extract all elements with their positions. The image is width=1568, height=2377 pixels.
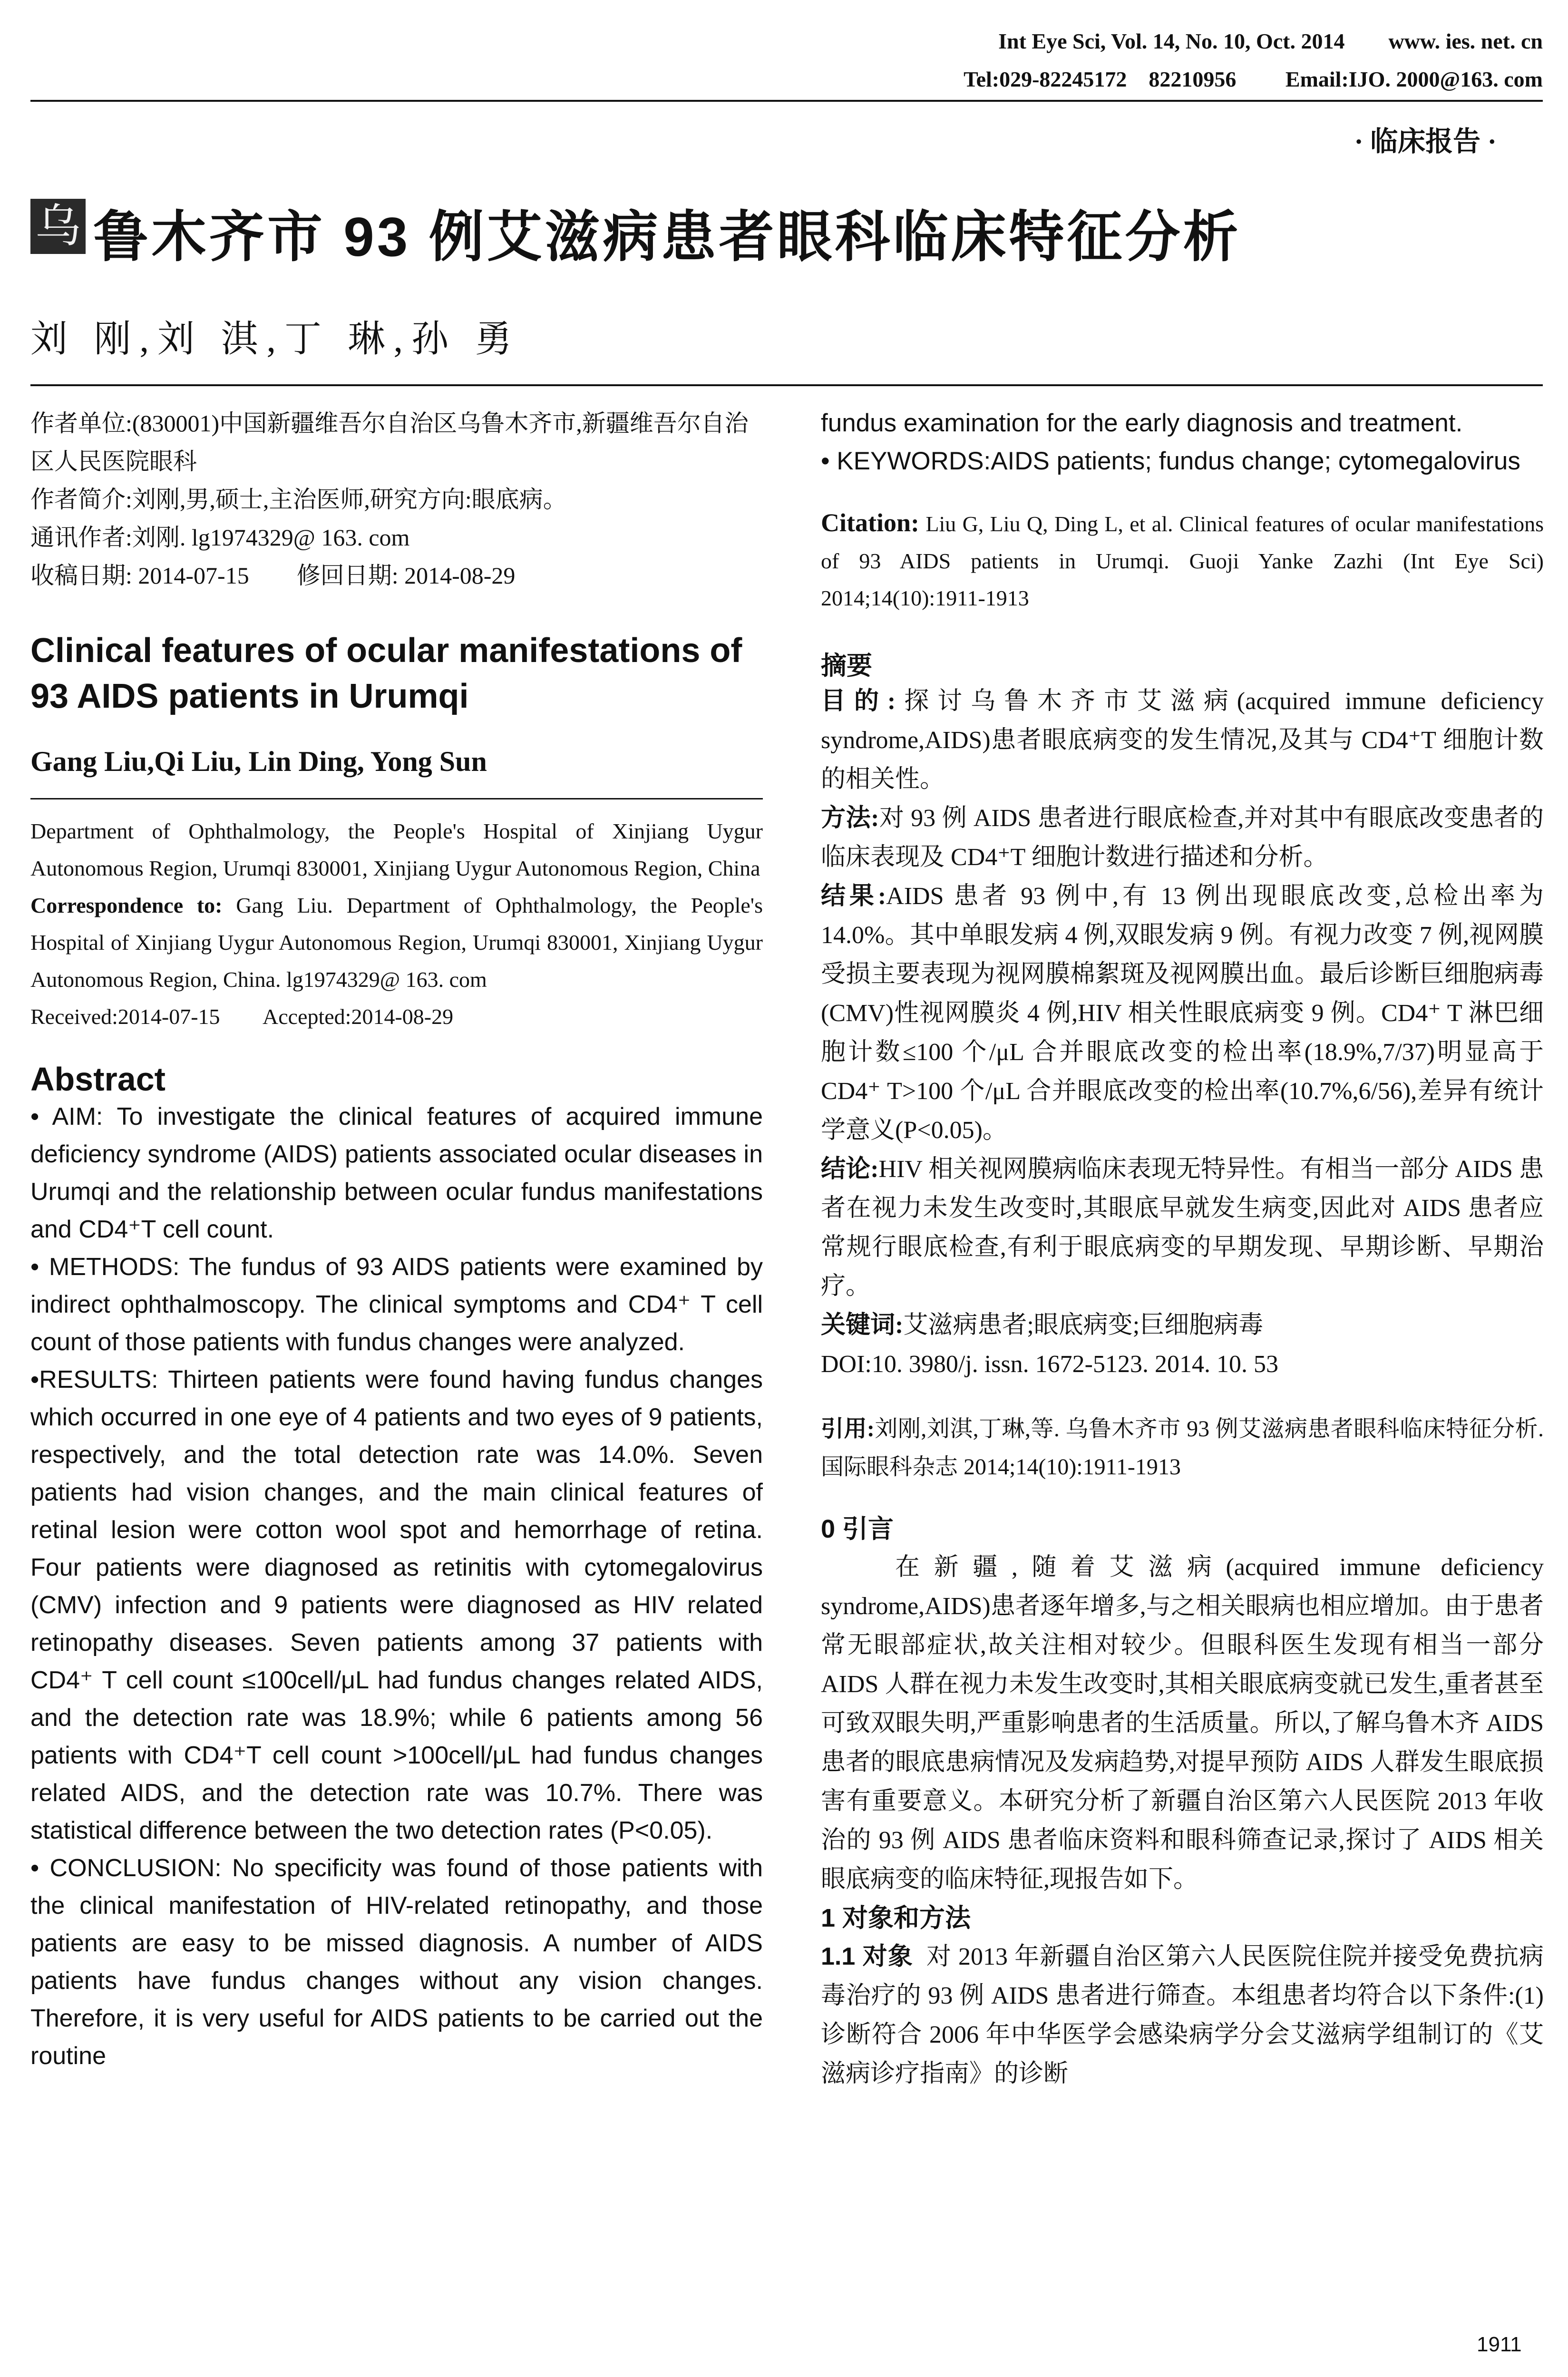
keywords-en: • KEYWORDS:AIDS patients; fundus change; cytomegalovirus <box>821 447 1520 475</box>
cn-results-text: AIDS 患者 93 例中,有 13 例出现眼底改变,总检出率为 14.0%。其中单眼发病 4 例,双眼发病 9 例。有视力改变 7 例,视网膜受损主要表现为视网膜棉絮斑及视网膜出血。最后诊断巨细胞病毒(CMV)性视网膜炎 4 例,HIV 相关性眼底病变 9 例。CD4⁺ T 淋巴细胞计数≤100 个/μL 合并眼底改变的检出率(18.9%,7/37)明显高于 CD4⁺ T>100 个/μL 合并眼底改变的检出率(10.7%,6/56),差异有统计学意义(P<0.05)。 <box>821 883 1544 1144</box>
subjects-paragraph <box>821 1937 1544 2094</box>
cn-aim-label: 目的: <box>821 688 896 715</box>
authors-rule <box>30 798 763 799</box>
methods-heading: 1 对象和方法 <box>821 1904 971 1932</box>
cn-results <box>821 877 1544 1150</box>
citation-text: Liu G, Liu Q, Ding L, et al. Clinical features of ocular manifestations of 93 AIDS patients in Urumqi. Guoji Yanke Zazhi (Int Eye Sci) 2014;14(10):1911-1913 <box>821 512 1544 610</box>
abstract-conclusion: • CONCLUSION: No specificity was found of those patients with the clinical manifestation of HIV-related retinopathy, and those patients are easy to be missed diagnosis. A number of AIDS patients have fundus changes without any vision changes. Therefore, it is very useful for AIDS patients to be carried out the routine <box>30 1854 763 2070</box>
left-column <box>30 404 763 2075</box>
cn-aim-text: 探讨乌鲁木齐市艾滋病(acquired immune deficiency syndrome,AIDS)患者眼底病变的发生情况,及其与 CD4⁺T 细胞计数的相关性。 <box>821 688 1544 793</box>
author-unit: 作者单位:(830001)中国新疆维吾尔自治区乌鲁木齐市,新疆维吾尔自治区人民医院眼科 <box>30 410 749 475</box>
citation-label: Citation: <box>821 508 919 537</box>
correspondence <box>30 887 763 998</box>
cn-keywords-label: 关键词: <box>821 1312 904 1339</box>
dates-cn: 收稿日期: 2014-07-15 修回日期: 2014-08-29 <box>30 562 516 589</box>
doi: DOI:10. 3980/j. issn. 1672-5123. 2014. 10. 53 <box>821 1351 1278 1378</box>
cn-citation <box>821 1410 1544 1486</box>
authors-cn: 刘 刚,刘 淇,丁 琳,孙 勇 <box>30 318 521 360</box>
journal-info: Int Eye Sci, Vol. 14, No. 10, Oct. 2014 www. ies. net. cn <box>998 29 1543 53</box>
correspondence-text: Gang Liu. Department of Ophthalmology, the People's Hospital of Xinjiang Uygur Autonomous Region, Urumqi 830001, Xinjiang Uygur Autonomous Region, China. lg1974329@ 163. com <box>30 893 763 992</box>
abstract-conclusion-continued: fundus examination for the early diagnosis and treatment. <box>821 409 1463 437</box>
title-rule <box>30 384 1543 386</box>
intro-heading: 0 引言 <box>821 1515 894 1543</box>
english-title: Clinical features of ocular manifestations of 93 AIDS patients in Urumqi <box>30 632 742 715</box>
subjects-text: 对 2013 年新疆自治区第六人民医院住院并接受免费抗病毒治疗的 93 例 AIDS 患者进行筛查。本组患者均符合以下条件:(1)诊断符合 2006 年中华医学会感染病学分会艾滋病学组制订的《艾滋病诊疗指南》的诊断 <box>821 1943 1544 2087</box>
header-rule <box>30 100 1543 102</box>
cn-keywords-text: 艾滋病患者;眼底病变;巨细胞病毒 <box>903 1312 1264 1339</box>
citation <box>821 504 1544 617</box>
abstract-heading: Abstract <box>30 1061 166 1098</box>
running-header <box>30 19 1543 102</box>
author-bio: 作者简介:刘刚,男,硕士,主治医师,研究方向:眼底病。 <box>30 486 567 513</box>
title-first-char: 乌 <box>30 199 86 254</box>
abstract-aim: • AIM: To investigate the clinical features of acquired immune deficiency syndrome (AIDS) patients associated ocular diseases in Urumqi and the relationship between ocular fundus manifestations and CD4⁺T cell count. <box>30 1103 763 1243</box>
intro-text: 在新疆,随着艾滋病(acquired immune deficiency syndrome,AIDS)患者逐年增多,与之相关眼病也相应增加。由于患者常无眼部症状,故关注相对较少。但眼科医生发现有相当一部分 AIDS 人群在视力未发生改变时,其相关眼底病变就已发生,重者甚至可致双眼失明,严重影响患者的生活质量。所以,了解乌鲁木齐 AIDS 患者的眼底患病情况及发病趋势,对提早预防 AIDS 人群发生眼底损害有重要意义。本研究分析了新疆自治区第六人民医院 2013 年收治的 93 例 AIDS 患者临床资料和眼科筛查记录,探讨了 AIDS 相关眼底病变的临床特征,现报告如下。 <box>821 1554 1544 1893</box>
cn-methods-text: 对 93 例 AIDS 患者进行眼底检查,并对其中有眼底改变患者的临床表现及 CD4⁺T 细胞计数进行描述和分析。 <box>821 805 1544 871</box>
cn-methods <box>821 799 1544 877</box>
cn-conclusion-text: HIV 相关视网膜病临床表现无特异性。有相当一部分 AIDS 患者在视力未发生改变时,其眼底早就发生病变,因此对 AIDS 患者应常规行眼底检查,有利于眼底病变的早期发现、早期诊断、早期治疗。 <box>821 1156 1544 1300</box>
cn-results-label: 结果: <box>821 883 886 910</box>
cn-citation-text: 刘刚,刘淇,丁琳,等. 乌鲁木齐市 93 例艾滋病患者眼科临床特征分析. 国际眼科杂志 2014;14(10):1911-1913 <box>821 1416 1544 1480</box>
cn-methods-label: 方法: <box>821 805 879 832</box>
cn-conclusion-label: 结论: <box>821 1156 879 1183</box>
cn-citation-label: 引用: <box>821 1416 875 1442</box>
contact-info: Tel:029-82245172 82210956 Email:IJO. 2000@163. com <box>964 67 1543 91</box>
dates-en: Received:2014-07-15 Accepted:2014-08-29 <box>30 1004 454 1029</box>
subjects-label: 1.1 对象 <box>821 1943 913 1970</box>
abstract-methods: • METHODS: The fundus of 93 AIDS patients were examined by indirect ophthalmoscopy. The clinical symptoms and CD4⁺ T cell count of those patients with fundus changes were analyzed. <box>30 1253 763 1356</box>
section-tag: · 临床报告 · <box>1354 126 1497 157</box>
correspondence-label: Correspondence to: <box>30 893 223 917</box>
cn-keywords <box>821 1306 1544 1345</box>
cn-conclusion <box>821 1150 1544 1306</box>
corresponding-author: 通讯作者:刘刚. lg1974329@ 163. com <box>30 524 410 551</box>
affiliation: Department of Ophthalmology, the People's Hospital of Xinjiang Uygur Autonomous Region, Urumqi 830001, Xinjiang Uygur Autonomous Region, China <box>30 819 763 880</box>
abstract-results: •RESULTS: Thirteen patients were found having fundus changes which occurred in one eye of 4 patients and two eyes of 9 patients, respectively, and the total detection rate was 14.0%. Seven patients had vision changes, and the main clinical features of retinal lesion were cotton wool spot and hemorrhage of retina. Four patients were diagnosed as retinitis with cytomegalovirus (CMV) infection and 9 patients were diagnosed as HIV related retinopathy diseases. Seven patients among 37 patients with CD4⁺ T cell count ≤100cell/μL had fundus changes related AIDS, and the detection rate was 18.9%; while 6 patients among 56 patients with CD4⁺T cell count >100cell/μL had fundus changes related AIDS, and the detection rate was 10.7%. There was statistical difference between the two detection rates (P<0.05). <box>30 1366 763 1844</box>
page-title: 鲁木齐市 93 例艾滋病患者眼科临床特征分析 <box>93 206 1241 268</box>
page-number: 1911 <box>1477 2333 1522 2356</box>
english-authors: Gang Liu,Qi Liu, Lin Ding, Yong Sun <box>30 746 487 777</box>
right-column <box>821 404 1544 2094</box>
cn-abstract-heading: 摘要 <box>821 652 872 680</box>
cn-aim <box>821 682 1544 799</box>
